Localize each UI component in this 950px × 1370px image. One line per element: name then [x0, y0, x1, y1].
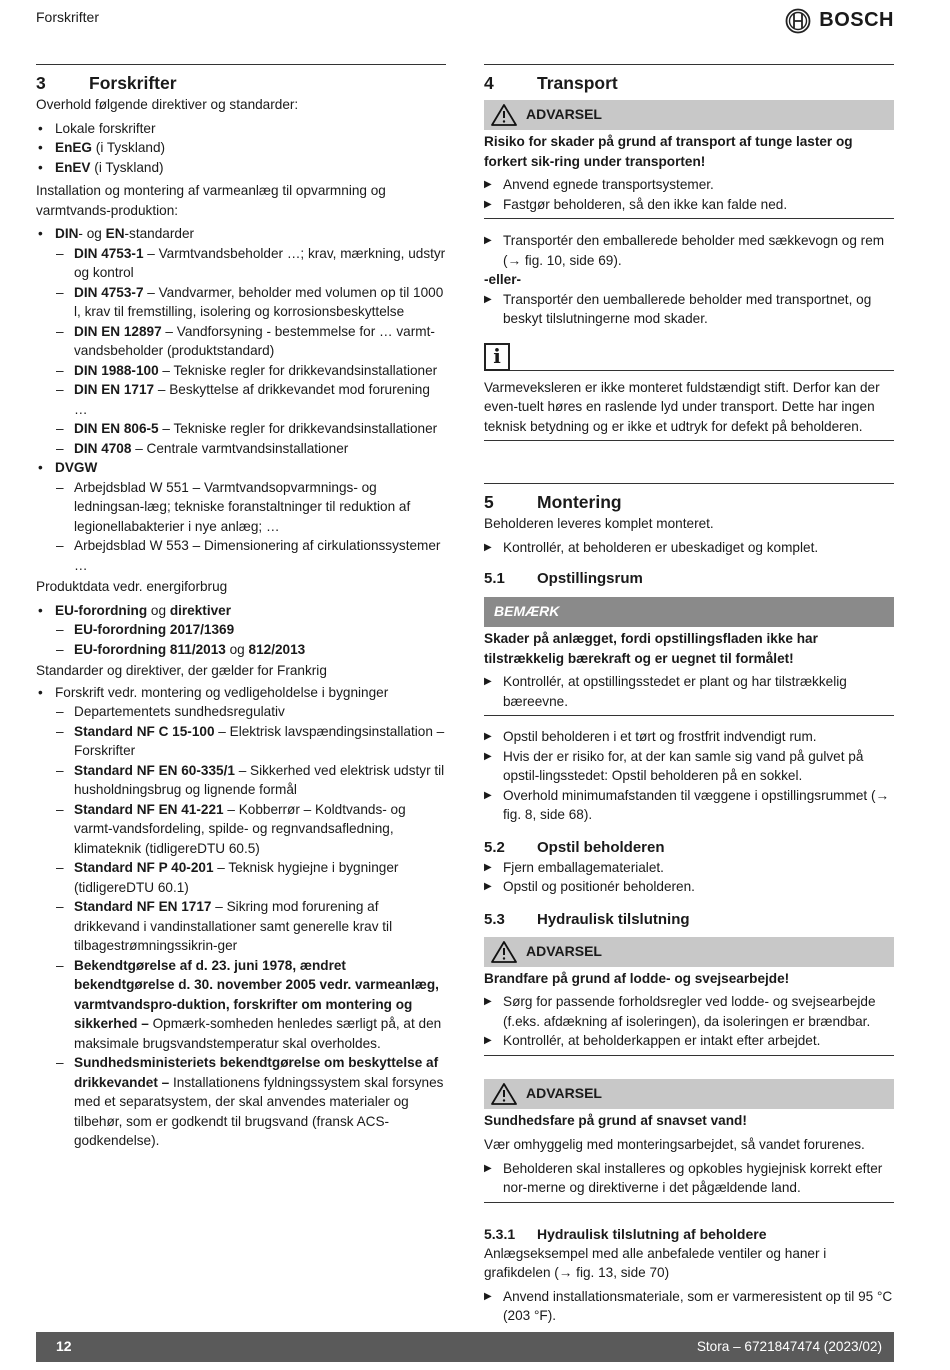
list-item: ▶ Fjern emballagematerialet.: [484, 858, 894, 878]
notice-text: Skader på anlægget, fordi opstillingsfladen ikke har tilstrækkelig bærekraft og er uegnet til formålet!: [484, 631, 818, 666]
s3-intro: Overhold følgende direktiver og standarder:: [36, 97, 299, 112]
section-5-2-heading: 5.2 Opstil beholderen: [484, 838, 665, 856]
warning-text: Brandfare på grund af lodde- og svejsearbejde!: [484, 970, 790, 986]
warning-steps: [484, 992, 894, 1051]
bosch-logo: [785, 8, 894, 34]
list-item: ▶ Fastgør beholderen, så den ikke kan falde ned.: [484, 195, 894, 215]
s3-france-text: Standarder og direktiver, der gælder for Frankrig: [36, 663, 327, 678]
list-item: – Bekendtgørelse af d. 23. juni 1978, ændret bekendtgørelse d. 30. november 2005 vedr. varmeanlæg, varmtvandspro-duktion, forskrifter om montering og sikkerhed – Opmærk-somheden henledes særligt på, at den maksimale brugsvandstemperatur skal overholdes.: [36, 956, 446, 1054]
info-icon: i: [484, 343, 510, 371]
list-item: – DIN 1988-100 – Tekniske regler for drikkevandsinstallationer: [36, 361, 446, 381]
list-item: – Sundhedsministeriets bekendtgørelse om beskyttelse af drikkevandet – Installationens fyldningssystem skal forsynes med et separatsystem, der skal anvendes materialer og tilbehør, som er godkendt til brugsvand (fransk ACS-godkendelse).: [36, 1053, 446, 1151]
warning-label: ADVARSEL: [526, 106, 602, 123]
s5-steps: [484, 538, 894, 558]
transport-steps-2: [484, 290, 894, 329]
info-text: Varmeveksleren er ikke monteret fuldstændigt stift. Derfor kan der even-tuelt høres en raslende lyd under transport. Dette har ingen teknisk betydning og er ikke et udtryk for defekt på beholderen.: [484, 379, 880, 434]
section-5-3-1-heading: 5.3.1 Hydraulisk tilslutning af beholdere: [484, 1225, 767, 1242]
transport-steps: [484, 231, 894, 270]
warning-steps: [484, 1159, 894, 1198]
or-text: -eller-: [484, 272, 522, 287]
warning-text: Sundhedsfare på grund af snavset vand!: [484, 1112, 747, 1128]
warning-triangle-icon: [490, 1082, 518, 1106]
list-item: ▶ Kontrollér, at opstillingsstedet er plant og har tilstrækkelig bæreevne.: [484, 672, 894, 711]
list-item: ▶ Anvend installationsmateriale, som er varmeresistent op til 95 °C (203 °F).: [484, 1287, 894, 1326]
s3-energy-text: Produktdata vedr. energiforbrug: [36, 579, 228, 594]
list-item: – DIN 4753-1 – Varmtvandsbeholder …; krav, mærkning, udstyr og kontrol: [36, 244, 446, 283]
warning-bar: [484, 1079, 894, 1109]
section-5-heading: 5 Montering: [484, 492, 622, 512]
list-item: • EU-forordning og direktiver: [36, 601, 446, 621]
warning-label: ADVARSEL: [526, 1084, 602, 1101]
list-item: – EU-forordning 811/2013 og 812/2013: [36, 640, 446, 660]
section-4-heading: 4 Transport: [484, 73, 618, 93]
page-footer: [36, 1332, 894, 1362]
din-list: [36, 224, 446, 575]
list-item: • Lokale forskrifter: [36, 119, 446, 139]
france-list: [36, 683, 446, 1151]
list-item: – Standard NF P 40-201 – Teknisk hygiejne i bygninger (tidligereDTU 60.1): [36, 858, 446, 897]
list-item: – DIN EN 1717 – Beskyttelse af drikkevandet mod forurening …: [36, 380, 446, 419]
list-item: ▶ Beholderen skal installeres og opkobles hygiejnisk korrekt efter nor-merne og direktiverne i det pågældende land.: [484, 1159, 894, 1198]
s52-steps: [484, 858, 894, 897]
warning-label: ADVARSEL: [526, 942, 602, 959]
list-item: • DVGW: [36, 458, 446, 478]
page-number: 12: [56, 1338, 72, 1355]
list-item: – DIN EN 806-5 – Tekniske regler for drikkevandsinstallationer: [36, 419, 446, 439]
s531-text: Anlægseksempel med alle anbefalede ventiler og haner i grafikdelen (→ fig. 13, side 70): [484, 1245, 827, 1280]
brand-name: BOSCH: [819, 9, 894, 32]
list-item: – Departementets sundhedsregulativ: [36, 702, 446, 722]
eu-list: [36, 601, 446, 660]
s531-steps: [484, 1287, 894, 1326]
list-item: – DIN EN 12897 – Vandforsyning - bestemmelse for … varmt-vandsbeholder (produktstandard): [36, 322, 446, 361]
warning-paragraph: Vær omhyggelig med monteringsarbejdet, så vandet forurenes.: [484, 1137, 865, 1152]
warning-bar: [484, 937, 894, 967]
list-item: ▶ Opstil og positionér beholderen.: [484, 877, 894, 897]
s5-intro: Beholderen leveres komplet monteret.: [484, 516, 714, 531]
header-title: Forskrifter: [36, 9, 99, 25]
list-item: ▶ Opstil beholderen i et tørt og frostfrit indvendigt rum.: [484, 727, 894, 747]
warning-steps: [484, 175, 894, 214]
warning-triangle-icon: [490, 940, 518, 964]
list-item: ▶ Anvend egnede transportsystemer.: [484, 175, 894, 195]
list-item: • DIN- og EN-standarder: [36, 224, 446, 244]
s3-installation-text: Installation og montering af varmeanlæg til opvarmning og varmtvands-produktion:: [36, 183, 386, 218]
left-column: [36, 64, 446, 1151]
section-5-1-heading: 5.1 Opstillingsrum: [484, 570, 643, 587]
list-item: • EnEV (i Tyskland): [36, 158, 446, 178]
list-item: – Standard NF EN 60-335/1 – Sikkerhed ved elektrisk udstyr til husholdningsbrug og lignende formål: [36, 761, 446, 800]
list-item: – Standard NF C 15-100 – Elektrisk lavspændingsinstallation – Forskrifter: [36, 722, 446, 761]
list-item: – DIN 4753-7 – Vandvarmer, beholder med volumen op til 1000 l, krav til fremstilling, isolering og korrosionsbeskyttelse: [36, 283, 446, 322]
list-item: ▶ Transportér den uemballerede beholder med transportnet, og beskyt tilslutningerne mod skader.: [484, 290, 894, 329]
list-item: • EnEG (i Tyskland): [36, 138, 446, 158]
document-id: Stora – 6721847474 (2023/02): [696, 1339, 882, 1355]
list-item: ▶ Overhold minimumafstanden til væggene i opstillingsrummet (→ fig. 8, side 68).: [484, 786, 894, 825]
list-item: – Arbejdsblad W 553 – Dimensionering af cirkulationssystemer …: [36, 536, 446, 575]
notice-steps: [484, 672, 894, 711]
list-item: ▶ Sørg for passende forholdsregler ved lodde- og svejsearbejde (f.eks. afdækning af isoleringen), da isoleringen er brændbar.: [484, 992, 894, 1031]
list-item: • Forskrift vedr. montering og vedligeholdelse i bygninger: [36, 683, 446, 703]
list-item: – DIN 4708 – Centrale varmtvandsinstallationer: [36, 439, 446, 459]
list-item: ▶ Transportér den emballerede beholder med sækkevogn og rem (→ fig. 10, side 69).: [484, 231, 894, 270]
bosch-armature-icon: [785, 8, 811, 34]
info-box: [484, 342, 894, 371]
list-item: – Arbejdsblad W 551 – Varmtvandsopvarmnings- og ledningsan-læg; tekniske foranstaltninger til reduktion af legionellabakterier i nye anlæg; …: [36, 478, 446, 537]
list-item: ▶ Hvis der er risiko for, at der kan samle sig vand på gulvet på opstil-lingsstedet: Opstil beholderen på en sokkel.: [484, 747, 894, 786]
right-column: [484, 64, 894, 1326]
list-item: ▶ Kontrollér, at beholderen er ubeskadiget og komplet.: [484, 538, 894, 558]
list-item: – EU-forordning 2017/1369: [36, 620, 446, 640]
section-3-heading: 3 Forskrifter: [36, 73, 177, 93]
s51-steps: [484, 727, 894, 825]
warning-text: Risiko for skader på grund af transport af tunge laster og forkert sik-ring under transporten!: [484, 134, 853, 169]
local-rules-list: [36, 119, 446, 178]
notice-bar: BEMÆRK: [484, 597, 894, 627]
warning-bar: [484, 100, 894, 130]
list-item: – Standard NF EN 1717 – Sikring mod forurening af drikkevand i vandinstallationer samt generelle krav til tilbagestrømningssikrin-ger: [36, 897, 446, 956]
warning-triangle-icon: [490, 103, 518, 127]
list-item: ▶ Kontrollér, at beholderkappen er intakt efter arbejdet.: [484, 1031, 894, 1051]
section-5-3-heading: 5.3 Hydraulisk tilslutning: [484, 910, 690, 928]
list-item: – Standard NF EN 41-221 – Kobberrør – Koldtvands- og varmt-vandsfordeling, spilde- og regnvandsafledning, klimateknik (tidligereDTU 60.5): [36, 800, 446, 859]
